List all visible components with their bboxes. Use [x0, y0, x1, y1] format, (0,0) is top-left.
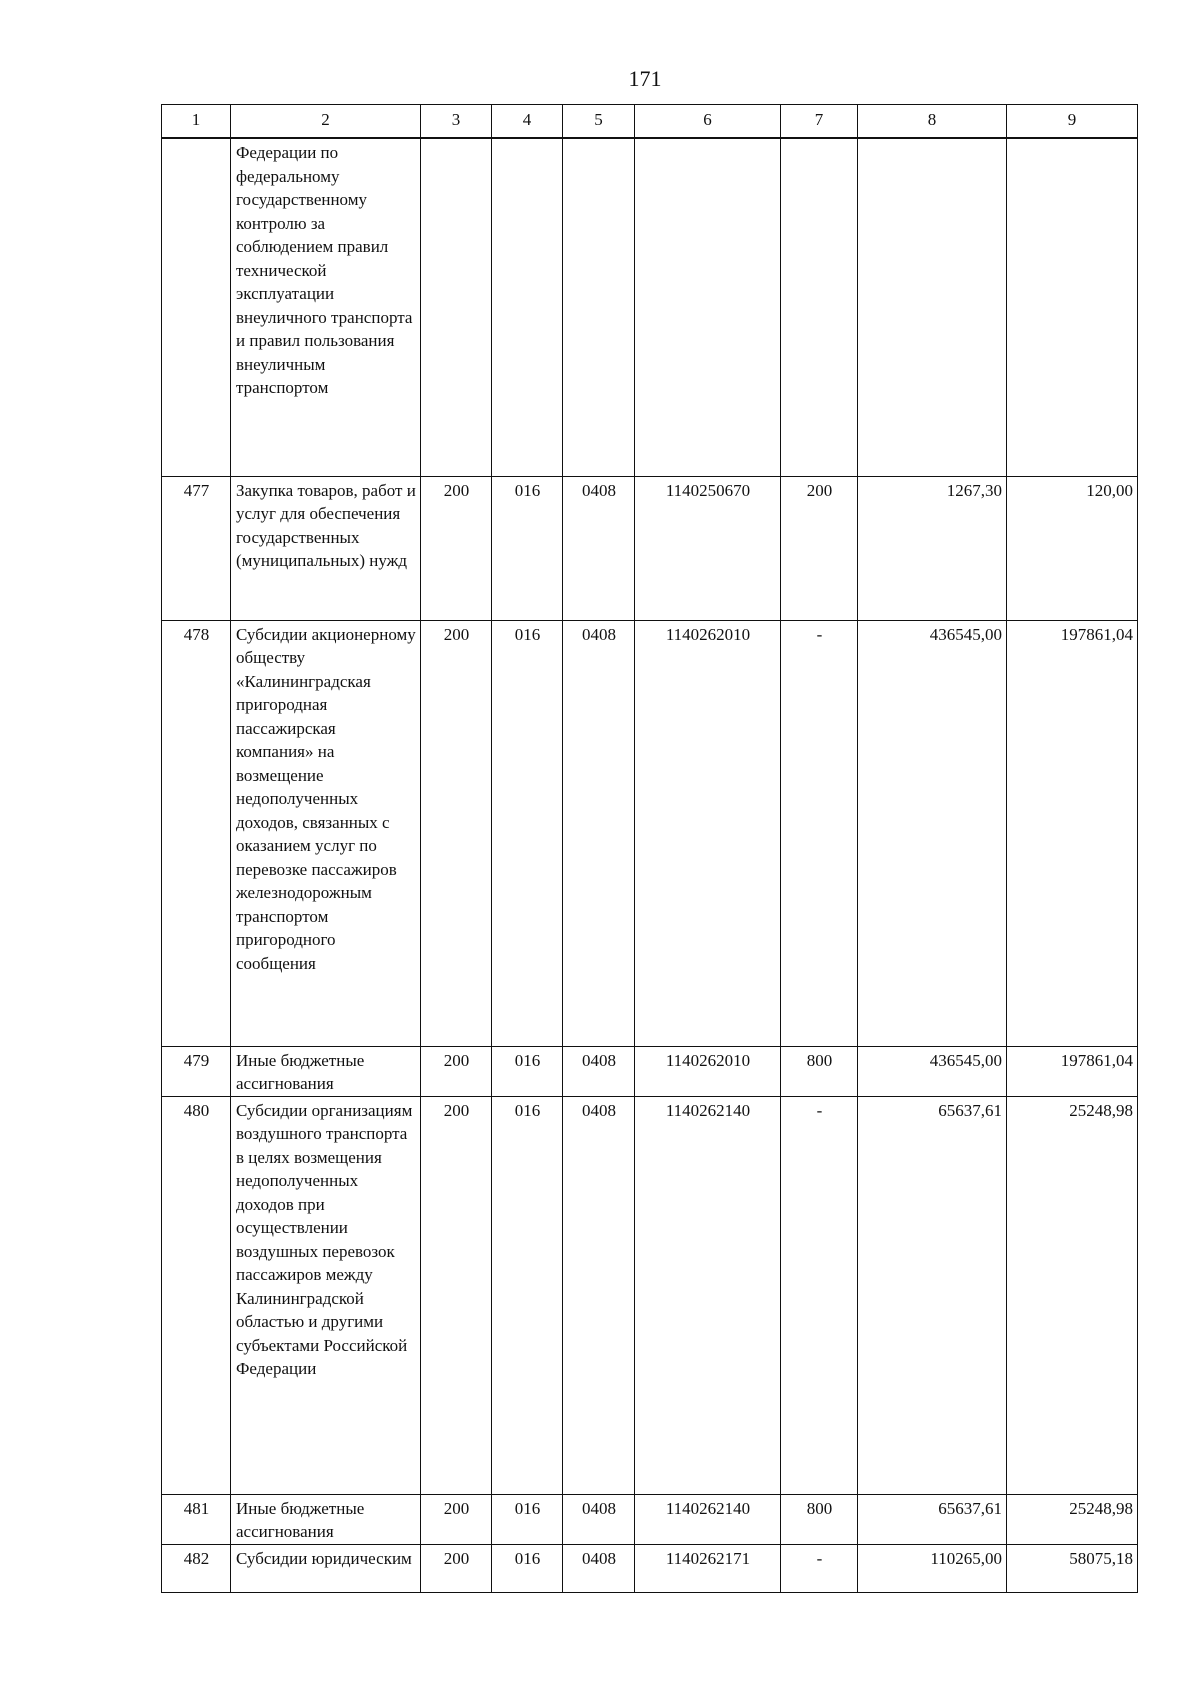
row-col6 — [635, 138, 781, 476]
row-col8: 436545,00 — [858, 1046, 1007, 1096]
row-col9 — [1007, 138, 1138, 476]
row-col5: 0408 — [563, 1544, 635, 1592]
row-col4: 016 — [492, 1544, 563, 1592]
row-col7: - — [781, 1096, 858, 1494]
row-col8: 65637,61 — [858, 1494, 1007, 1544]
row-col6: 1140262010 — [635, 620, 781, 1046]
row-col6: 1140262140 — [635, 1096, 781, 1494]
row-number — [162, 138, 231, 476]
row-col5: 0408 — [563, 1096, 635, 1494]
row-col9: 25248,98 — [1007, 1096, 1138, 1494]
row-col4: 016 — [492, 1494, 563, 1544]
row-col4: 016 — [492, 1046, 563, 1096]
row-col5: 0408 — [563, 620, 635, 1046]
row-number: 481 — [162, 1494, 231, 1544]
header-cell: 9 — [1007, 105, 1138, 139]
row-col6: 1140262171 — [635, 1544, 781, 1592]
table-row — [162, 476, 1138, 620]
table-row — [162, 1494, 1138, 1544]
row-col7: - — [781, 620, 858, 1046]
header-cell: 6 — [635, 105, 781, 139]
row-col7: 200 — [781, 476, 858, 620]
row-col4: 016 — [492, 1096, 563, 1494]
row-col8: 110265,00 — [858, 1544, 1007, 1592]
header-row — [162, 105, 1138, 139]
header-cell: 3 — [421, 105, 492, 139]
table-row — [162, 1046, 1138, 1096]
row-col3: 200 — [421, 1544, 492, 1592]
budget-table — [161, 104, 1138, 1593]
row-col3: 200 — [421, 1046, 492, 1096]
table-row — [162, 138, 1138, 476]
row-name: Субсидии юридическим — [231, 1544, 421, 1592]
row-col7 — [781, 138, 858, 476]
row-col3: 200 — [421, 1494, 492, 1544]
row-col4: 016 — [492, 476, 563, 620]
row-name: Иные бюджетные ассигнования — [231, 1494, 421, 1544]
table-row — [162, 1096, 1138, 1494]
row-name: Субсидии акционерному обществу «Калининградская пригородная пассажирская компания» на возмещение недополученных доходов, связанных с оказанием услуг по перевозке пассажиров железнодорожным транспортом пригородного сообщения — [231, 620, 421, 1046]
row-number: 482 — [162, 1544, 231, 1592]
row-col5: 0408 — [563, 1494, 635, 1544]
row-col9: 25248,98 — [1007, 1494, 1138, 1544]
row-number: 478 — [162, 620, 231, 1046]
row-col6: 1140262140 — [635, 1494, 781, 1544]
row-number: 480 — [162, 1096, 231, 1494]
row-col6: 1140262010 — [635, 1046, 781, 1096]
row-col3: 200 — [421, 476, 492, 620]
row-col8: 436545,00 — [858, 620, 1007, 1046]
row-col7: 800 — [781, 1046, 858, 1096]
row-col8: 1267,30 — [858, 476, 1007, 620]
header-cell: 2 — [231, 105, 421, 139]
row-col8: 65637,61 — [858, 1096, 1007, 1494]
row-col5: 0408 — [563, 1046, 635, 1096]
header-cell: 4 — [492, 105, 563, 139]
row-col4 — [492, 138, 563, 476]
row-col9: 197861,04 — [1007, 620, 1138, 1046]
row-col5: 0408 — [563, 476, 635, 620]
row-name: Иные бюджетные ассигнования — [231, 1046, 421, 1096]
row-number: 479 — [162, 1046, 231, 1096]
row-col9: 120,00 — [1007, 476, 1138, 620]
row-col9: 197861,04 — [1007, 1046, 1138, 1096]
row-col3 — [421, 138, 492, 476]
row-col8 — [858, 138, 1007, 476]
row-col3: 200 — [421, 620, 492, 1046]
row-name: Федерации по федеральному государственному контролю за соблюдением правил технической эксплуатации внеуличного транспорта и правил пользования внеуличным транспортом — [231, 138, 421, 476]
row-col9: 58075,18 — [1007, 1544, 1138, 1592]
row-name: Субсидии организациям воздушного транспорта в целях возмещения недополученных доходов при осуществлении воздушных перевозок пассажиров между Калининградской областью и другими субъектами Российской Федерации — [231, 1096, 421, 1494]
row-number: 477 — [162, 476, 231, 620]
row-col7: - — [781, 1544, 858, 1592]
page-number: 171 — [628, 66, 662, 91]
row-col3: 200 — [421, 1096, 492, 1494]
row-col5 — [563, 138, 635, 476]
header-cell: 7 — [781, 105, 858, 139]
row-col6: 1140250670 — [635, 476, 781, 620]
row-col7: 800 — [781, 1494, 858, 1544]
header-cell: 5 — [563, 105, 635, 139]
table-row — [162, 1544, 1138, 1592]
row-name: Закупка товаров, работ и услуг для обеспечения государственных (муниципальных) нужд — [231, 476, 421, 620]
row-col4: 016 — [492, 620, 563, 1046]
header-cell: 8 — [858, 105, 1007, 139]
table-row — [162, 620, 1138, 1046]
header-cell: 1 — [162, 105, 231, 139]
